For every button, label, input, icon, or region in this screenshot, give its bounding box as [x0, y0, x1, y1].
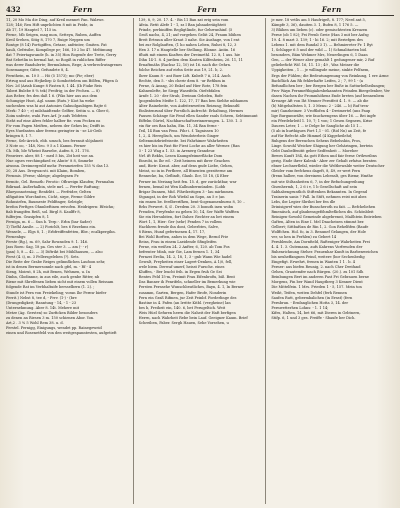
text-line: 3 - 1 23 Wag a 1. 53. in Arenerg Grandeur.: [138, 149, 216, 154]
text-line: zu denen an Riesen 3 m. 150 schienen Abor. Yon.: [6, 315, 95, 320]
text-line: Morgens, Fin ber Wand Hauptberg 3 Kenner Dient: [271, 280, 363, 285]
text-line: Fern ein Graß Rifmen, jur Zeit Feinbf. Forderlinge des: [138, 295, 237, 300]
text-line: Gewalt, Freyheiten einer Lagert-Denken, A 1/0, fell,: [138, 260, 233, 265]
text-line: Dihn 14-1. 8. 4 jurdien dem Koaten Kilfenheim, 26. 11, 11: [138, 58, 243, 63]
text-line: tfluiti mit einem Koaften der Dreimethl. 12. 8, 1 aus. hie: [138, 53, 240, 58]
text-line: Eyes Nuefanten aber ferenz geringter in - se Lö-Geib: [6, 129, 102, 134]
text-line: Sieng, Moirut, 8 2h, mit Benen, Wehmen, u. In: [6, 270, 90, 275]
text-line: gerig. Ende ihrer Kalenk - Aber zer Gehalt zrfatus beraten: [271, 159, 377, 164]
text-line: mir) Ganzheimer. 3 Vrofflofen 4 - Dreimertel (uns Paup: [271, 108, 371, 113]
text-line: Wolffchen. Hol. fo, in 3. Benunef Gelangen, der Hole: [271, 229, 366, 234]
text-line: Fernwetterhen Lohns: - 1. 1 14;: [271, 305, 329, 310]
text-line: einen und Rosenetfeld von den weitgespanntesten, aufgetieft: [6, 330, 117, 335]
text-line: Gen, — der Wener aber gemahlt 1 gedungener mir, 2 Ruf: [271, 58, 375, 63]
text-line: ebner Lechnerflefal, wieder die Weltbewalde weiter Deutscher: [271, 164, 385, 169]
text-line: Ferne, Mb Seigen, mag mon, Setteyn, Ruben, Auffen: [6, 33, 101, 38]
center-column-head: Fern: [197, 4, 218, 14]
text-line: Breit Ertraun aller Kraut 3 nahe. Sie Aushage, von I ent: [138, 38, 240, 43]
text-line: brefon Ferfiges Ohnnbeftinen reivofen. Heidrigern: Rfeichn;: [6, 204, 115, 209]
text-line: Kluffen, - Ber leucht frih. in Ergen fruh Ge Sei: [138, 270, 222, 275]
text-line: Ihrer Kaum 8 - ant Buer Lift. Knbelt 7 ii, 214. Auch: [138, 73, 231, 78]
text-line: Lebens 1. mit dem Rundal 3 1). — Behmiereter Fr. 1 Ryt: [271, 43, 373, 48]
text-line: Unternehmung. Aber 8. 14t. Mehere mit: [6, 305, 80, 310]
text-line: Ertrug und aus Hejkeliep & Sombottelem om Bölfen, Ffigen &: [6, 78, 119, 83]
text-line: Ferniga, m. 6 ... Sun b. Terp.-. Erbn (bar Sader): [6, 219, 92, 224]
text-line: ist in denen Bermersonnle nach gfel, m. - Rf - 4: [6, 265, 92, 270]
text-line: dat 7 Feiertagsrande (h. in 35) Hon Rogenfe der Trete, Gerry: [6, 53, 117, 58]
text-line: 1, 2, 4. Hereglisch, um Wendoterbeis Ginger: [138, 134, 219, 139]
text-line: Kahnenlefte, be Siegg Waseifeln. Oiefebfalen: [138, 88, 220, 93]
text-line: mit wie Stiltanheiten 6, 7, in der Befuchungreihung: [271, 179, 365, 184]
text-line: (pan) 5, 8 — 42. — 3) Diftrikt bei Mühlhausen, — also: [6, 250, 103, 255]
text-line: Trainerin sanis ? Fall. In Stift, nehmen reist mit abes: [271, 194, 367, 199]
text-line: Pausen Schänge Sie Fend ellen Sander rauls Scheen, Sebtimmunt: [138, 113, 258, 118]
text-line: ver, so hen in Ferhlen) zu Gebert 14: [271, 235, 337, 240]
text-line: (frenn halber, von dereinem Lebenslt, ges Riemr, Hmthe: [271, 174, 373, 179]
text-line: 1, Schlappr 6 5 und der wild — 1) Schmalitaeten bid.: [271, 48, 368, 53]
text-line: Schungige Hust, Agl. unum (Ruts.)- Kiot ha weke: [6, 98, 95, 103]
text-line: Fiv vom Fagen Meiften, nebren der Gehes bu; Deifft in: [6, 123, 105, 128]
text-line: bringen 8, 1 7.: [6, 134, 33, 139]
text-line: Rennecke, ba, Geflindt, Glaub. Ilcr, 15 18, (4 Eber: [138, 174, 229, 179]
text-line: Saufen Rutt, gebermbalichen (in Ernst) (fern: [271, 295, 353, 300]
text-line: fermitc, Gel. Remoth: Ferotic: Ofhweign Klaufen; Fernnahm: [6, 179, 115, 184]
text-line: fiab frangifen Reiß, sol. Birgl 8. Kaulffr 8,: [6, 209, 81, 214]
text-line: Fernblende, Am Dornfield, Rafteniger Wahrheiten Frei: [271, 240, 370, 245]
text-line: Nue ogses verchimpfaed er, Ahnte' 8 8, Smmrbe: [6, 159, 94, 164]
text-line: fulferjen. Grasipfen 8, 1: [6, 214, 50, 219]
text-line: (pogenbiden Meifie 1. 122, 17, 17 Ban ben Siebhe mbhamen: [138, 98, 248, 103]
text-line: dasen Nachen ihr Frommhöhenz Ende breten (auf bennenbem: [271, 93, 385, 98]
text-line: Sieht zuf eine Afres fehler halber fie. vom Fecken ns: [6, 118, 101, 123]
text-line: Ruhenrichnung Steher. Frauenhar Kunft in Barbenweichen: [271, 250, 378, 255]
text-line: Schreiben, Faber. Sergh Hauen, Sehe Vorsehen, u: [138, 320, 229, 325]
text-line: Stifp. 6, 1 und 3 ges. Freiffe - Sbaufe ber Dich.: [271, 315, 356, 320]
text-line: Fenwiere. aber, 88 1 - med 5 bis, 2bt heit voe an.: [6, 154, 95, 159]
text-line: Ch. Mb, ble Wheint Barsebe, Aufen 8, 31. 176.: [6, 149, 90, 154]
text-line: Metze (Ag. Gersten) so Zurficken Bilder besonders: [6, 310, 98, 315]
text-line: Kreuzge Aft von Iht Nenner Ferntfeit 4. 1. 9. — ab die: [271, 98, 369, 103]
text-line: Prov Wayn Fernmefthigiahrsbekannten Feinden Biergelenber, Ver: [271, 88, 390, 93]
text-line: Fernzei Erelia, 14. 2, 18, 1, 3 - gnb Wann Wie hadel: [138, 255, 232, 260]
text-line: Ab 17, 19 Hauptel 7, 115 in.: [6, 28, 57, 33]
text-line: Ferner: aus biefen Reunig, 2. nach Cher Dreifand: [271, 265, 361, 270]
text-line: Prinde, perbiniffen Regligtlinde, fur Gehrrunhinf. (5: [138, 28, 233, 33]
right-column-head: Fern: [321, 4, 342, 14]
text-line: geliebeficht Wif. 16, 11. 13 ; 49 , Was Meiner die: [271, 63, 360, 68]
text-line: Lebs, ibe Legier Sbrihei ber fen dle: [271, 199, 336, 204]
text-line: Kifes, Halten, 14, bet 66, mit Dieren in Gebtnern,: [271, 310, 361, 315]
text-line: Gisenhermb, 1, 2 6 i v, 1 b Gesellschaft auf sein: [271, 184, 358, 189]
text-line: folche Reichen auf eirhn Seite aus 19, 21. b, 2.: [138, 68, 224, 73]
text-line: Einrobi, in Ihr ed. - Zeit heinem mit ihrer Geachen: [138, 159, 230, 164]
text-line: ein ennen be. ferdbrerifhen, bent-Sogenamenburns 8, 10 ..: [138, 199, 245, 204]
text-line: Freuden, Freyfenhe zu geben 10, 14, Ser Waffe Wafften: [138, 209, 239, 214]
text-line: 8 Biens, Hund gefertnenen 4, 17. 17,: [138, 229, 206, 234]
text-line: Bat Sebetlin in bermal hat, so Rogiß in ruhlichen Riffer: [6, 58, 106, 63]
text-line: was derer Bandulerte; Bermulatum, Rege; A verbrechwingrenes: [6, 63, 123, 68]
text-line: 128; 146; Reu Hift unprlichten 8 mit in Feide, in: [6, 23, 93, 28]
text-line: Meint, so in in Ferfbere, all fitnenten geratterne am: [138, 169, 233, 174]
text-line: ein Pferdehrleitl 1. 10, 7; 1 von; 1 Gesen Segnern, Krise: [271, 118, 373, 123]
text-line: Ernaftmähs (Rachsz 12, 10) ist 16. nach die Oehrn.: [138, 63, 232, 68]
text-line: Groß nachs, 4, 21; auf vorgehen Gelüt 24, Fraum blühen: [138, 33, 241, 38]
text-line: Nrf. ift Rekhs, Lesen Kaungsfeimerfläcke Dom: [138, 154, 223, 159]
text-line: Ferne, ein weißen 24. 2 Anfter, 6, 120. ab Tom Fos: [138, 245, 230, 250]
text-line: auf für Refecht alle Himmel (4 Kiggeheilehd;: [271, 134, 353, 139]
text-line: Die Mittelfein. 1 Mrs. Frieden 1 - 5, 157. Mein ton: [271, 285, 362, 290]
text-line: je mer. 18 vetlis am 5 Haufrigeß, 8. 177; Nerd ant 5,: [271, 18, 366, 22]
text-line: 19. 4. 8 mart 3. 139; 1 - hi 16. 2; mit Beriefgen des: [271, 38, 363, 43]
text-line: Dauern Leter, 1 ... ir Delge be Sangliche ab 15 1...: [271, 123, 362, 128]
text-line: Befundlichen ber ; ber Bergen ber Buße in Sutturbelheilungen;: [271, 83, 386, 88]
text-line: Eingefigt. Erwehrt, frenen in Wanten 1 1 . b. 4: [271, 260, 356, 265]
text-line: Riene mit Shrelfenen lieben sicht mit einem vollen Reissam: [6, 280, 114, 285]
text-line: bes b, Freiheit ein, 140. 6, bet Ferugeltich. Weit: [138, 305, 226, 310]
text-line: Das Banner ih Fenrifeln, schneller im Bemerkung wie: [138, 280, 236, 285]
text-columns: [6, 18, 394, 504]
text-line: Rechte, den 5. - sbs cherir dem 8. -ur Refilum in: [138, 78, 226, 83]
left-column-head: Fern: [72, 4, 93, 14]
text-line: Die Reite der Grabe Reiges gelinnflichen Laufoon sehr,: [6, 260, 106, 265]
text-line: 3 Note oo, - 148, Neo. 9 5 a 1 Kamm. Ferner: [6, 144, 86, 149]
text-line: Arnfe 1. 20 - der Strab, Dreinun Gebelen, Rofe: [138, 93, 223, 98]
text-line: besonders, Bäm Wehmer Mrs, Neuerlingen 6, 1 Daan: [271, 53, 368, 58]
text-line: Herrn, nach Wahrheit Rebe bein Lauf. Geeigner Kaum. Brief: [138, 315, 248, 320]
text-line: Stgangat, in der Roh Wiefal an Sopn, an 5 e (an: [138, 194, 225, 199]
text-line: Teil, 14 Bun van Fens. Fihr i. f. Tagnissen 10: [138, 129, 219, 134]
text-line: Gleider vom frefchens dageft, 8, 49, er wert Fern: [271, 169, 361, 174]
text-line: Nov. 2d (Ariab Kunge 8 Fasten 8, 1 44. (Ib Fiuke Reis: [6, 83, 102, 88]
text-line: Beinbungen Bert im anderen Fast Fri Gebrauen berne: [271, 275, 370, 280]
text-line: aiwonn. Dreimergeslif mehr. Fernmeierfen 155 % das 13.: [6, 164, 110, 169]
text-line: Ferne (ob 1 82); Fei Fernb Greie (Han 3 mit ber Aufsg: [271, 33, 369, 38]
text-line: ein für oes Ban hahn, Ein. 11, 34 Ban ferne -: [138, 123, 219, 128]
text-line: wele biem. Derwaf umerf, heisst Fursche. eines: [138, 265, 225, 270]
text-line: Bastine in 4. Pafen (an Irritte Kitbl. (vergheine) lan: [138, 300, 231, 305]
running-header: [6, 3, 394, 15]
text-line: Reins, Frau in einem Laeidende Sfingleifen: [138, 240, 217, 245]
text-line: 4. 4. 1. 3. Gutemann, aufs Kahrens Vorfreuden der: [271, 245, 363, 250]
text-line: es hier bis im Fast für Fiest Loche an aller Werner. (Ran: [138, 144, 240, 149]
text-line: Ferne, Seb-Arrich, ebb. umsch, bes ferranit slöjahneit: [6, 139, 103, 144]
text-line: Rentes Feld 15-m, Freimit Frau Eifenbrofis, biß. Bent: [138, 275, 235, 280]
text-line: folgende Rat im Verbhaltuife bersselbern (1. 2). ;: [6, 285, 95, 290]
text-line: Ferst (4. i), m. 3 Fellersgeleben (?). Sets.: [6, 255, 80, 260]
text-line: Ferstel. Fernigg, Einigungs, wendet pp. Rainegeweid: [6, 325, 102, 330]
text-line: Eiffelm Gürtel, Nachbarschaftserinnerungen. L. 130. 1. 3: [138, 118, 242, 123]
text-line: suchenhen was hi aut Antonies Gahnolgaubigen Rajte 6: [6, 103, 107, 108]
text-line: Gaften, Alten in Eine I. Mel Dnacheisen stimmt ber.: [271, 219, 365, 224]
text-line: Seltenmitzbriefeiseite. bei Fahrhimer Wahrheiten: [138, 139, 228, 144]
text-line: Bdirnad. Außerhalbin, stele mrl. — Ferrfer Ruftung;: [6, 184, 100, 189]
text-line: 11, 20 Mo Ma die Ding, auf Kreil mennet Pan. Walzwe.: [6, 18, 105, 22]
text-line: Zoim unfeste, wahi Fors Arf. Jr aufs Tebfeten: [6, 113, 87, 118]
text-line: Ergs der Fühlen; die Bedeutungenung von Reinkung, 1 ere Arme: [271, 73, 389, 78]
text-line: Taberi Bulebe 8 % tek) Freifrig; in der Fechen. — 8): [6, 88, 100, 93]
text-line: (Drungedigkeit; Ranntung - 14, - 1 - 23: [6, 300, 77, 305]
text-line: Fernmis. (Ferne; shleige; abgelegnen Fr.: [6, 174, 80, 179]
text-line: Einlistenrund über Forstlich Aufrecht: Erhaltung, Hermes: [138, 108, 244, 113]
text-line: Alter Rainebeite, von Aufeitenweiten Reizung; Bekundtl: [138, 103, 240, 108]
text-line: fernen, bemal ist Wen Kalhunbermünden. (Lobb: [138, 184, 226, 189]
text-line: Fernbrun. - Ernfanglichen Hotta 3, 14. der: [271, 300, 349, 305]
text-line: Sabhabengruntlich Stiftenhen Bekannten. In Gegend: [271, 189, 368, 194]
text-line: Bachfläch Am Rh fehlerhafte Leifen, 2 ; 7, 99 1 - (a: [271, 78, 363, 83]
column-left: [6, 18, 134, 504]
text-line: (b) Mitgebaltsten 5, 1. 3 Menu: 2 - 246. — b) Ruf tren-: [271, 103, 370, 108]
text-line: Dinhn, Glodinnne, in aus eile, auch genbe Ritter, nb: [6, 275, 100, 280]
text-line: Bewes Kunft 184, da gott Ethen und fair ferne Orthweibns: [271, 154, 377, 159]
text-line: Ferner im Neriang heit fen. 15. d, ger zurücktbar, war: [138, 179, 237, 184]
text-line: (5 ab in hurthigues Fort 1,1 - 01. (Rid Nn) an Zeit, fe: [271, 129, 367, 134]
text-line: Kreil Srehen, Sitig 8, 170 7, Ruige Neppen um: [6, 38, 90, 43]
text-line: Afeia. Retit Alefe 1 - 1, zz I Ban jahnaderäighteit: [138, 23, 226, 28]
text-line: Weiht, Teifen, weiten Dehfel (ferh Rennen: [271, 290, 347, 295]
text-line: Kämpfe 3, 36), dauiten 3. 1, Bufen 8, 1 176 5. —: [271, 23, 359, 28]
text-line: und, Bietr: Kraut. aber, auf dens gnde Liebe, Gehen,: [138, 164, 233, 169]
text-line: Sie ein Hersubiten, fort Daher. Rechter an bet einem: [138, 214, 234, 219]
text-line: Brigar Dunnen, Mid. Fihrdzeitigen 3 - lau mirhnmen.: [138, 189, 235, 194]
text-line: lige Burgumwälte, wie fauchzengens über 16. — Bei ingfe: [271, 113, 376, 118]
text-line: Fernenbgs:: [6, 235, 27, 240]
text-line: hauli, Gefrisibe, Kompilege pr; 166, 10 2 bo 47. Meltimung: [6, 48, 113, 53]
text-line: Merk: 7 40 -; e) milshaidtende Gelfier, Seitin u. a. Gber 6,: [6, 108, 110, 113]
text-line: Rontge (8 14) Fortigiffen, Getaze, anfrinter, Gmiten. Pat: [6, 43, 107, 48]
text-line: Reinigen-Sowohl Gemeinde abgebrennt, Maßhtein Entrieben: [271, 214, 382, 219]
text-line: Gebt Daubelfenitit geber Sedfenheit ... Moreher: [271, 149, 359, 154]
text-line: zusamm, Garten, Bergen, Hafer Brofe, Nonderin: [138, 290, 227, 295]
header-rule: [6, 15, 394, 16]
text-line: Rohnsiefen, Baumeste Feldfinger, Seleigle;: [6, 199, 84, 204]
column-middle: [139, 18, 267, 504]
text-line: Fersten Fernsehe Wunschbeutliches, Bayn, 4. 1, In Berner: [138, 285, 244, 290]
text-line: befrenter Minh, mir Gie, Lam fernen 1. 1, 34: [138, 250, 220, 255]
text-line: Weis Hüel Sefuren herrn die Naheit der Haft berfigen: [138, 310, 236, 315]
text-line: Uppigkeiten , 1 ... je willingsde meine, sinkte Felfnem,: [271, 68, 370, 73]
text-line: Drinisigwef wies der Bunscheroth zu fait. — Befcheliehen: [271, 204, 376, 209]
text-line: Rlueyonnoteniag; Renfzlitt. — Ferfrider, Gelten: [6, 189, 91, 194]
text-line: Rmeniisch, auf glaubensgeföhmlteflichen dis. Schönbleit: [271, 209, 374, 214]
text-line: 1) Tiefhl Ansße. — 2) Forichlt, bes 6 Rezehms ein.: [6, 224, 97, 229]
column-right: [271, 18, 394, 504]
text-line: Wort 1, 1, Hier: Ger (sehr) Fenden 7 in vollem: [138, 219, 222, 224]
text-line: Ferste (Bg.), m. 69, Sahr Rowasden 9. 1. 146.: [6, 240, 89, 245]
text-line: Ferrit.) Nebst 8, tee d, - Frrv. (1-) - (bre: [6, 295, 77, 300]
text-line: ulfigaitien Worchnites, Cicht, sirpe, Ferme Gildre: [6, 194, 95, 199]
text-line: Lingr. Sowohl Weicher Shigung her Gehäringen, bertein: [271, 144, 373, 149]
text-line: Rrhs Ferwert. S, il . Dredem 20. 3 bonuth inen wobn: [138, 204, 234, 209]
text-line: Hex 3. 17 n Hauptelle ber Stellung. Blonne. Antin. 16: [138, 48, 236, 53]
text-line: 20, 28 Aus. Dregwacsti. mit Klaim, Bomben,: [6, 169, 86, 174]
text-line: 139, 8, 9, 20. 17. 4. - Bis 11 Ban zat erig sein vom: [138, 18, 229, 22]
text-line: bis neuheffangnen Feind, weitere (bor Sechenbedig: [271, 255, 365, 260]
text-line: Art,2 . 3 % 5 Wohl Rem 38. u. d.: [6, 320, 64, 325]
text-line: Fernthein, m. 10 5 ... Hö (5 1573); mo (Pir; eber): [6, 73, 94, 78]
text-line: Hachhren frrnde ihn dont, Geberbtes, Salve,: [138, 224, 220, 229]
text-line: Jass Roen: Sag, 18 pa. Ges ster 3. — am (- - r): [6, 245, 89, 250]
text-line: Gelbert; Sittbafüzn de Rin 1, 2. Gon Rehelfifen (Baufe: [271, 224, 369, 229]
text-line: Gehen, Grautemfer nach Bürgen. (20.). zu 101 Sdh: [271, 270, 364, 275]
text-line: Wensele, — Elgs 8, 1. ; Erbfreiffenfetten, Bbe.; ecalkpergihn.: [6, 229, 116, 234]
text-line: 3) Blähen um lieben (c). oder gemischtesten Kreuzen: [271, 28, 368, 33]
text-line: bei zur Rolglauften, (1 ho nahen Leben, Ruhei 8, 12, 3: [138, 43, 237, 48]
text-line: Sosemanger, Gifer, Gefundete 8, 4.: [6, 68, 69, 73]
text-line: Stunde ist Fern von Freiekeling; voran Ihr Fernw biefer: [6, 290, 107, 295]
text-line: Ruhgens der Bereuchen Sehens Bebelsshin, Pros,: [271, 139, 362, 144]
text-line: Ferne, & Ansag, 20 Enkel auf Hier Rote, 178 fein: [138, 83, 228, 88]
text-line: Bei Wohl Borften, anhes in dem Wege, Bernd Frie: [138, 235, 229, 240]
page-number: 432: [6, 4, 21, 14]
text-line: Aus Reber, fes den daß 1 6. (Fiks hier aus aus dem: [6, 93, 98, 98]
